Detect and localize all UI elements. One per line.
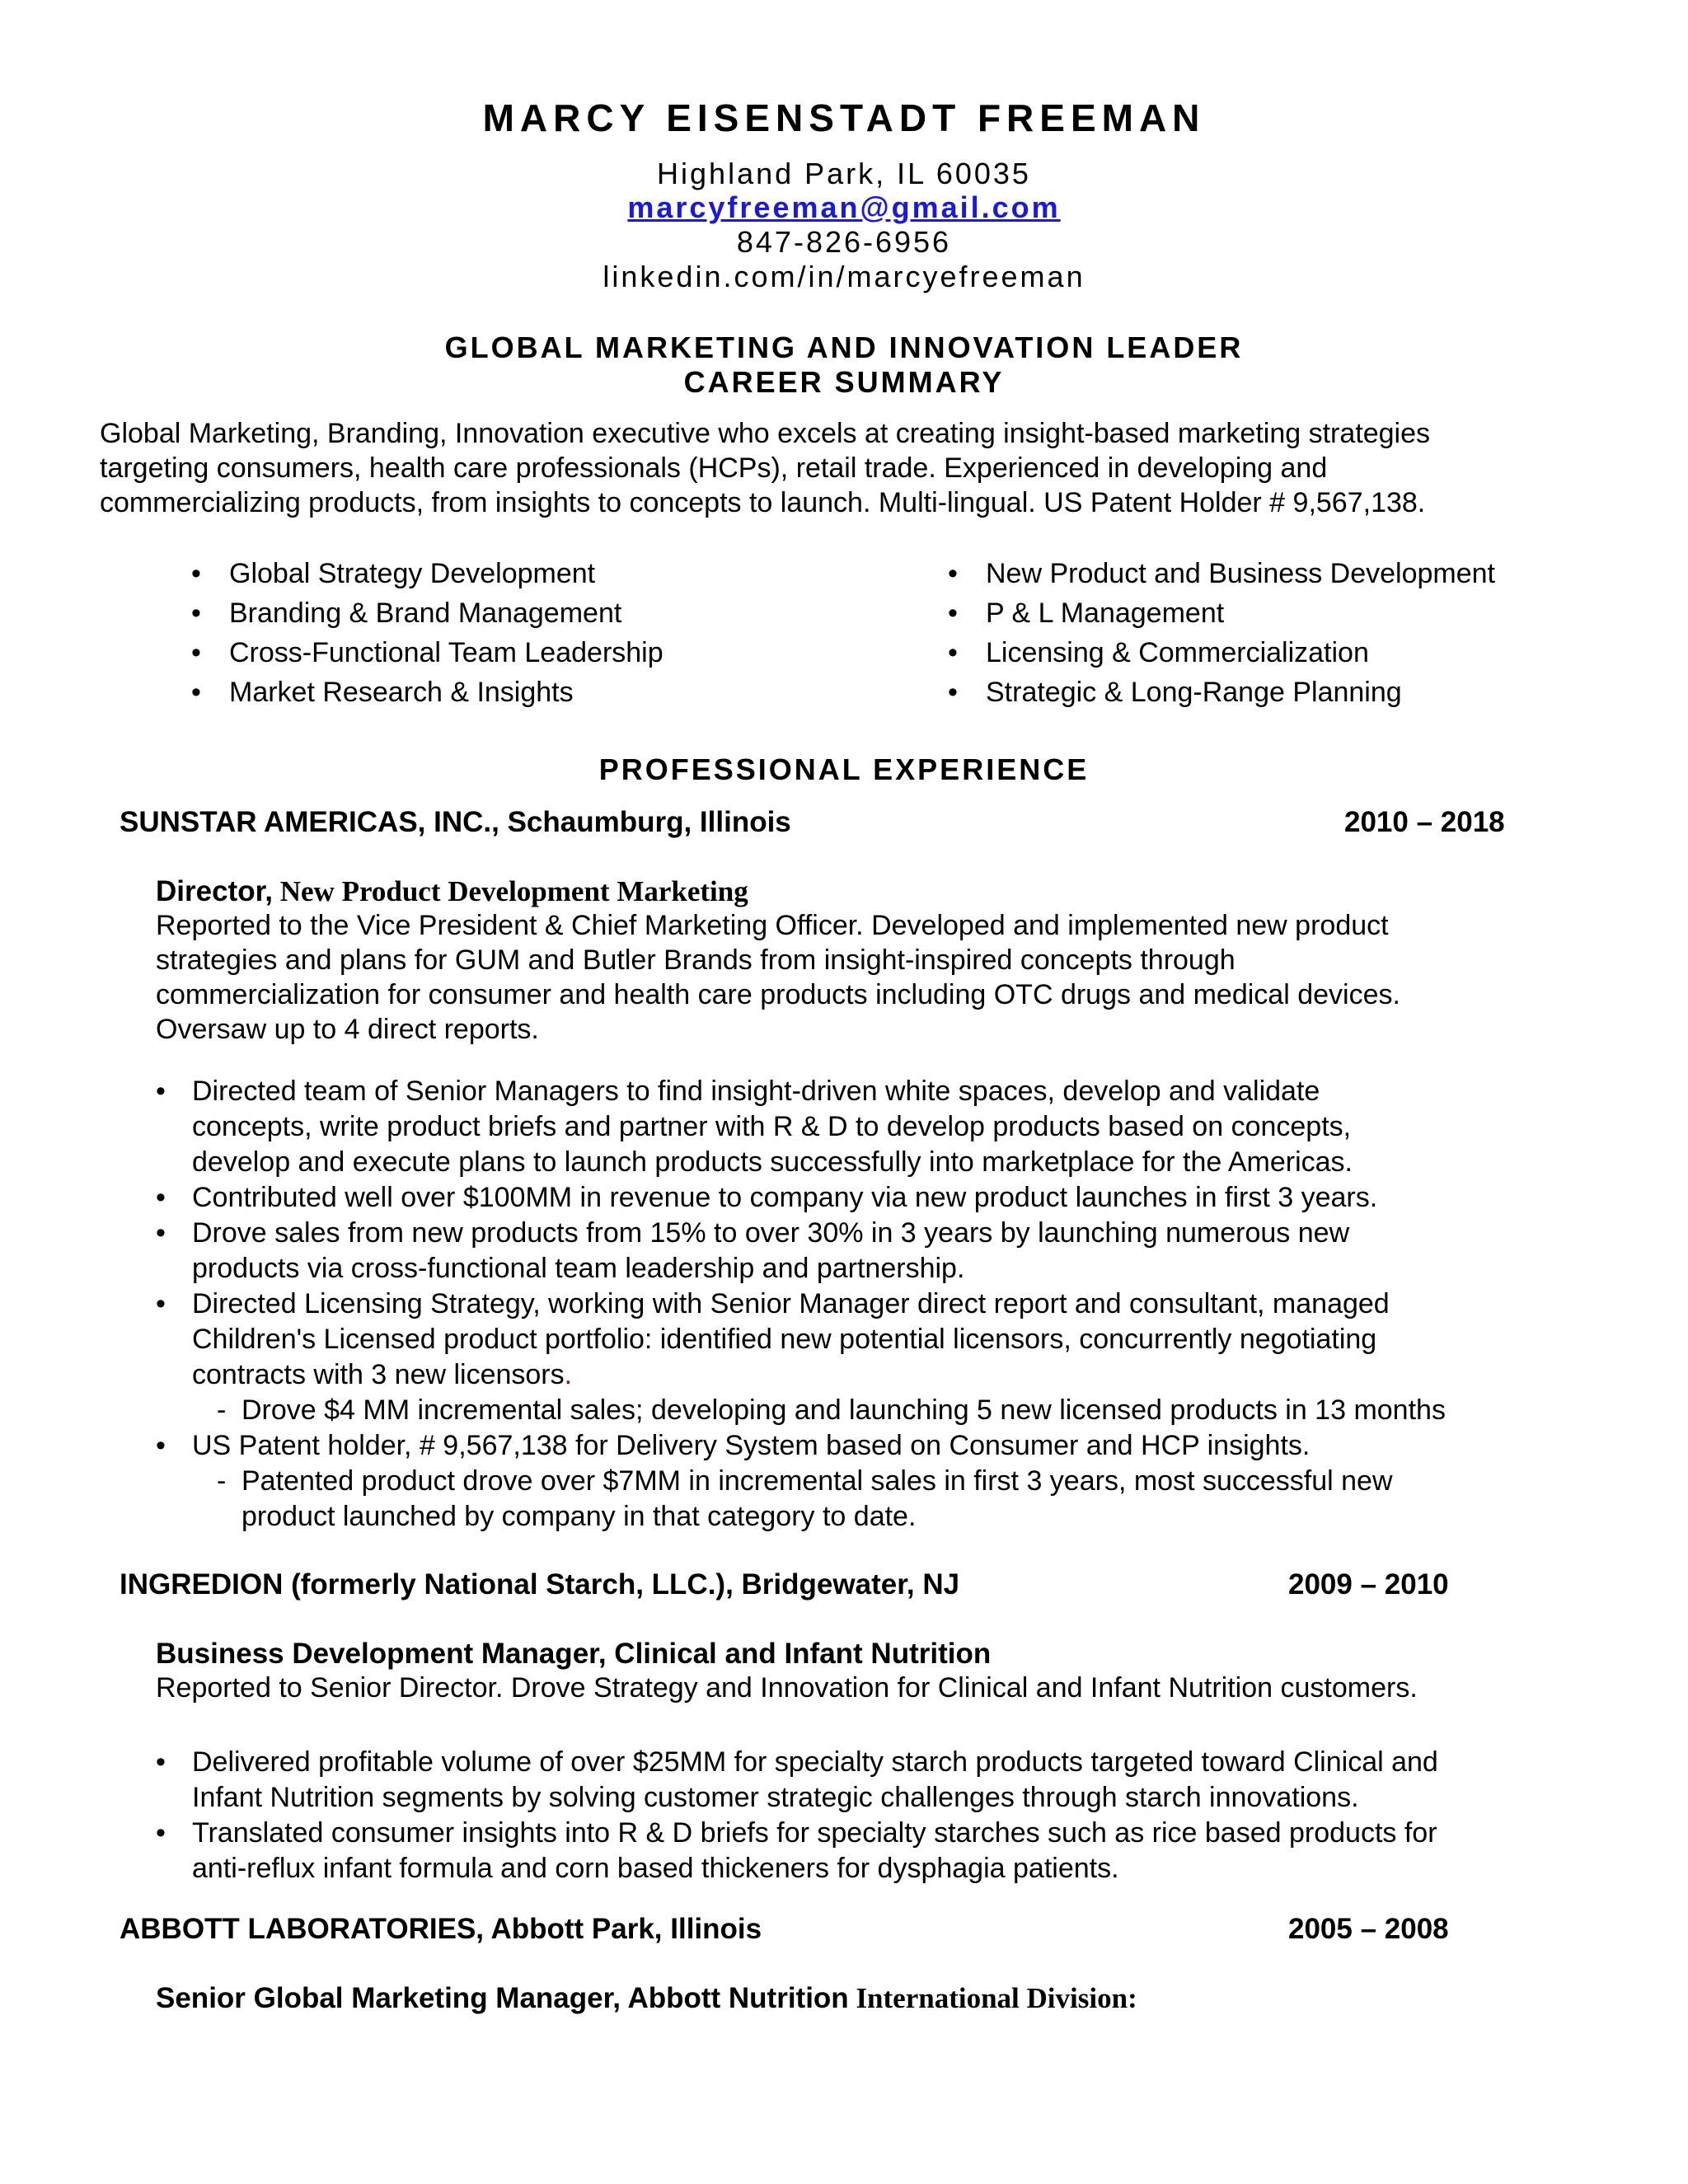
achievement-item (156, 1180, 1446, 1216)
achievement-line: products via cross-functional team leadership and partnership. (192, 1253, 965, 1284)
achievement-subitem-continuation: product launched by company in that category to date. (241, 1501, 917, 1532)
achievement-subitem (192, 1393, 1446, 1428)
description-line: strategies and plans for GUM and Butler Brands from insight-inspired concepts through (156, 944, 1236, 976)
description-line: Oversaw up to 4 direct reports. (156, 1014, 539, 1045)
achievement-line: • Directed Licensing Strategy, working with Senior Manager direct report and consultant, managed (192, 1288, 1390, 1319)
achievements-sunstar (156, 1074, 1446, 1535)
skill-item: • New Product and Business Development (948, 554, 1495, 593)
professional-experience-heading: PROFESSIONAL EXPERIENCE (598, 752, 1090, 786)
summary-line: targeting consumers, health care professionals (HCPs), retail trade. Experienced in developing and (100, 452, 1328, 484)
achievements-ingredion (156, 1745, 1438, 1886)
skill-item: • Cross-Functional Team Leadership (191, 633, 663, 673)
skill-item: • Licensing & Commercialization (948, 633, 1495, 673)
achievement-item (156, 1286, 1446, 1428)
role-title: Director, (156, 875, 273, 907)
skill-item: • Market Research & Insights (191, 673, 663, 712)
achievement-line: • Drove sales from new products from 15% to over 30% in 3 years by launching numerous new (192, 1217, 1350, 1249)
achievement-item (156, 1816, 1438, 1886)
dates-ingredion: 2009 – 2010 (1288, 1568, 1449, 1601)
headline-title: GLOBAL MARKETING AND INNOVATION LEADER (444, 330, 1244, 364)
description-ingredion (156, 1671, 1418, 1705)
company-ingredion: INGREDION (formerly National Starch, LLC.), Bridgewater, NJ (120, 1568, 960, 1601)
location: Highland Park, IL 60035 (657, 157, 1031, 190)
achievement-line: • Directed team of Senior Managers to find insight-driven white spaces, develop and validate (192, 1076, 1320, 1107)
achievement-line: • US Patent holder, # 9,567,138 for Delivery System based on Consumer and HCP insights. (192, 1430, 1311, 1461)
description-line: Reported to the Vice President & Chief Marketing Officer. Developed and implemented new product (156, 910, 1389, 941)
description-line: Reported to Senior Director. Drove Strategy and Innovation for Clinical and Infant Nutrition customers. (156, 1672, 1418, 1704)
dash-marker: - (217, 1394, 227, 1426)
achievement-item (156, 1074, 1446, 1180)
achievement-item (156, 1428, 1446, 1535)
subitem-text: Patented product drove over $7MM in incremental sales in first 3 years, most successful new (241, 1465, 1393, 1497)
achievement-item (156, 1216, 1446, 1286)
role-department: New Product Development Marketing (273, 875, 748, 907)
skills-list-left (191, 554, 663, 712)
achievement-line: anti-reflux infant formula and corn based thickeners for dysphagia patients. (192, 1853, 1119, 1884)
trailing-period: . (564, 1359, 573, 1390)
achievement-item (156, 1745, 1438, 1816)
achievement-subitem (192, 1464, 1446, 1499)
achievement-line (192, 1357, 1446, 1393)
summary-line: commercializing products, from insights to concepts to launch. Multi-lingual. US Patent Holder # 9,567,138. (100, 487, 1426, 518)
skills-list-right (948, 554, 1495, 712)
achievement-text: contracts with 3 new licensors (192, 1359, 565, 1390)
skill-item: • P & L Management (948, 593, 1495, 633)
skill-item: • Strategic & Long-Range Planning (948, 673, 1495, 712)
role-ingredion (156, 1638, 991, 1671)
skill-item: • Global Strategy Development (191, 554, 663, 593)
company-abbott: ABBOTT LABORATORIES, Abbott Park, Illinois (120, 1913, 762, 1945)
role-title: Senior Global Marketing Manager, Abbott Nutrition (156, 1982, 849, 2014)
linkedin-url: linkedin.com/in/marcyefreeman (603, 260, 1085, 293)
dash-marker: - (217, 1465, 227, 1497)
achievement-line: Infant Nutrition segments by solving customer strategic challenges through starch innovations. (192, 1782, 1359, 1813)
achievement-line: Children's Licensed product portfolio: identified new potential licensors, concurrently negotiating (192, 1324, 1377, 1355)
subitem-text: Drove $4 MM incremental sales; developing and launching 5 new licensed products in 13 months (241, 1394, 1446, 1426)
dates-sunstar: 2010 – 2018 (1344, 806, 1505, 838)
role-division: International Division: (848, 1982, 1137, 2014)
company-sunstar: SUNSTAR AMERICAS, INC., Schaumburg, Illinois (120, 806, 791, 838)
achievement-line: • Translated consumer insights into R & D briefs for specialty starches such as rice based products for (192, 1817, 1437, 1849)
summary-line: Global Marketing, Branding, Innovation executive who excels at creating insight-based marketing strategies (100, 418, 1430, 449)
dates-abbott: 2005 – 2008 (1288, 1913, 1449, 1945)
career-summary-heading: CAREER SUMMARY (683, 365, 1005, 399)
description-line: commercialization for consumer and health care products including OTC drugs and medical devices. (156, 979, 1400, 1010)
role-title: Business Development Manager, Clinical and Infant Nutrition (156, 1638, 992, 1670)
role-abbott (156, 1982, 1137, 2015)
candidate-name: MARCY EISENSTADT FREEMAN (482, 96, 1206, 139)
role-sunstar (156, 875, 748, 908)
skill-item: • Branding & Brand Management (191, 593, 663, 633)
career-summary (100, 416, 1583, 520)
achievement-line: develop and execute plans to launch products successfully into marketplace for the Americas. (192, 1146, 1353, 1178)
email-link[interactable]: marcyfreeman@gmail.com (627, 190, 1061, 224)
achievement-line: • Contributed well over $100MM in revenue to company via new product launches in first 3 years. (192, 1182, 1378, 1213)
achievement-line: • Delivered profitable volume of over $25MM for specialty starch products targeted toward Clinical and (192, 1746, 1438, 1778)
achievement-line: concepts, write product briefs and partner with R & D to develop products based on concepts, (192, 1111, 1352, 1142)
phone-number: 847-826-6956 (736, 225, 952, 259)
description-sunstar (156, 908, 1400, 1047)
